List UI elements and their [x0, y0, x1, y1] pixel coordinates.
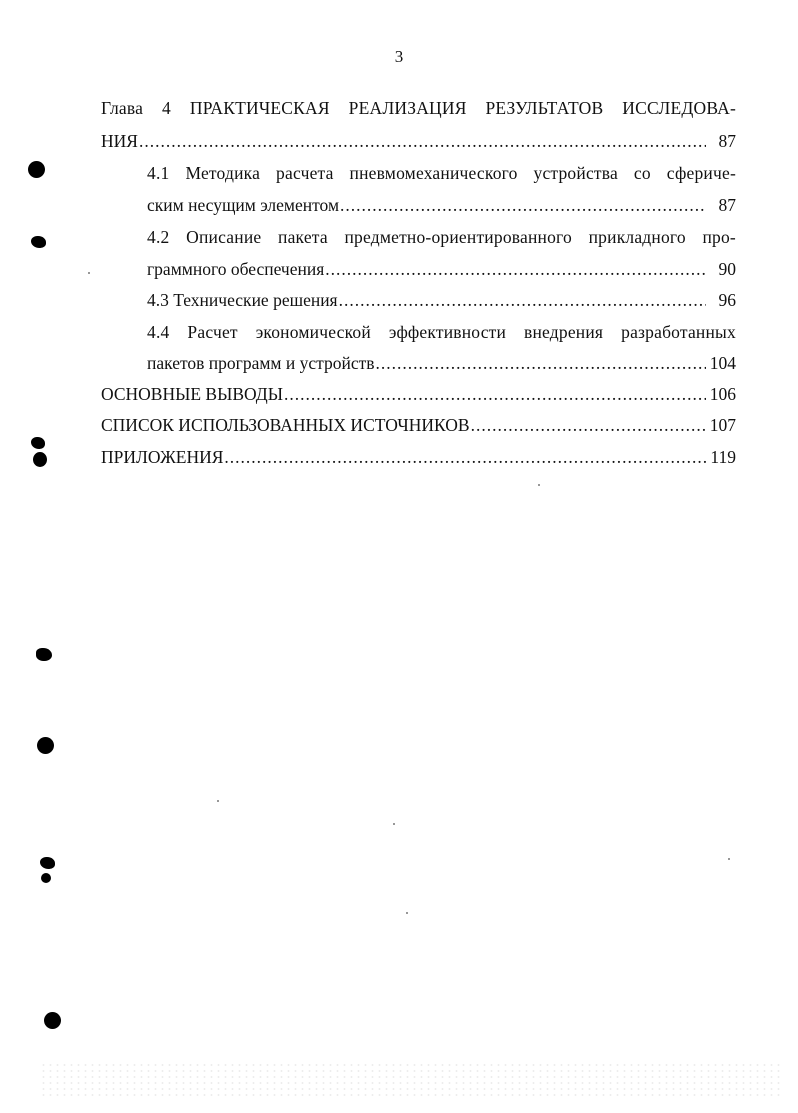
- toc-word: Расчет: [187, 322, 238, 342]
- toc-entry-title: ПРИЛОЖЕНИЯ: [101, 447, 224, 467]
- toc-word: сфериче-: [666, 163, 736, 183]
- punch-hole-mark: [31, 437, 45, 449]
- dust-speck: [406, 912, 408, 914]
- punch-hole-mark: [41, 873, 51, 883]
- dust-speck: [393, 823, 395, 825]
- leader-dots: [471, 410, 706, 440]
- toc-word: ПРАКТИЧЕСКАЯ: [189, 98, 330, 118]
- toc-word: предметно-ориентированного: [344, 227, 572, 247]
- punch-hole-mark: [36, 648, 52, 661]
- toc-word: Глава: [101, 98, 144, 118]
- toc-page-ref: 87: [718, 131, 736, 151]
- toc-chapter-4-line1: [101, 93, 736, 123]
- leader-dots: [325, 254, 706, 284]
- toc-entry-title: ОСНОВНЫЕ ВЫВОДЫ: [101, 384, 284, 404]
- toc-section-4-1-line2: [147, 190, 736, 220]
- toc-word: РЕАЛИЗАЦИЯ: [348, 98, 467, 118]
- toc-word: пакета: [278, 227, 328, 247]
- toc-word: ИССЛЕДОВА-: [622, 98, 736, 118]
- dust-speck: [728, 858, 730, 860]
- punch-hole-mark: [37, 737, 54, 754]
- toc-page-ref: 96: [718, 290, 736, 310]
- toc-section-4-2-line2: [147, 254, 736, 284]
- toc-section-4-4-line1: [147, 317, 736, 347]
- toc-entry-title: НИЯ: [101, 131, 138, 151]
- punch-hole-mark: [44, 1012, 61, 1029]
- leader-dots: [340, 190, 706, 220]
- scan-noise: [40, 1062, 780, 1096]
- toc-word: внедрения: [524, 322, 604, 342]
- leader-dots: [284, 379, 706, 409]
- toc-appendices: [101, 442, 736, 472]
- toc-word: экономической: [255, 322, 371, 342]
- toc-page-ref: 119: [710, 447, 736, 467]
- toc-page-ref: 104: [709, 353, 736, 373]
- toc-page-ref: 107: [709, 415, 736, 435]
- leader-dots: [139, 126, 706, 156]
- toc-references: [101, 410, 736, 440]
- toc-entry-title: 4.3 Технические решения: [147, 290, 338, 310]
- toc-entry-title: ским несущим элементом: [147, 195, 340, 215]
- toc-word: Описание: [186, 227, 262, 247]
- toc-word: про-: [702, 227, 736, 247]
- toc-section-4-2-line1: [147, 222, 736, 252]
- toc-word: РЕЗУЛЬТАТОВ: [485, 98, 604, 118]
- toc-word: прикладного: [588, 227, 686, 247]
- toc-word: со: [633, 163, 651, 183]
- leader-dots: [224, 442, 706, 472]
- page-number: 3: [394, 47, 404, 66]
- toc-word: разработанных: [621, 322, 736, 342]
- punch-hole-mark: [33, 452, 47, 467]
- toc-page-ref: 106: [709, 384, 736, 404]
- toc-word: пневмомеханического: [349, 163, 518, 183]
- dust-speck: [217, 800, 219, 802]
- toc-page-ref: 87: [718, 195, 736, 215]
- leader-dots: [339, 285, 706, 315]
- toc-entry-title: пакетов программ и устройств: [147, 353, 375, 373]
- punch-hole-mark: [31, 236, 46, 248]
- toc-section-4-3: [147, 285, 736, 315]
- toc-chapter-4-line2: [101, 126, 736, 156]
- toc-word: Методика: [185, 163, 261, 183]
- toc-word: 4: [162, 98, 171, 118]
- toc-page-ref: 90: [718, 259, 736, 279]
- toc-entry-title: СПИСОК ИСПОЛЬЗОВАННЫХ ИСТОЧНИКОВ: [101, 415, 470, 435]
- toc-entry-title: граммного обеспечения: [147, 259, 325, 279]
- toc-word: 4.2: [147, 227, 170, 247]
- toc-word: 4.4: [147, 322, 170, 342]
- toc-section-4-1-line1: [147, 158, 736, 188]
- toc-section-4-4-line2: [147, 348, 736, 378]
- dust-speck: [88, 272, 90, 274]
- toc-word: устройства: [533, 163, 618, 183]
- dust-speck: [538, 484, 540, 486]
- punch-hole-mark: [40, 857, 55, 869]
- toc-word: расчета: [276, 163, 334, 183]
- punch-hole-mark: [28, 161, 45, 178]
- leader-dots: [376, 348, 706, 378]
- toc-conclusions: [101, 379, 736, 409]
- toc-word: 4.1: [147, 163, 170, 183]
- toc-word: эффективности: [388, 322, 507, 342]
